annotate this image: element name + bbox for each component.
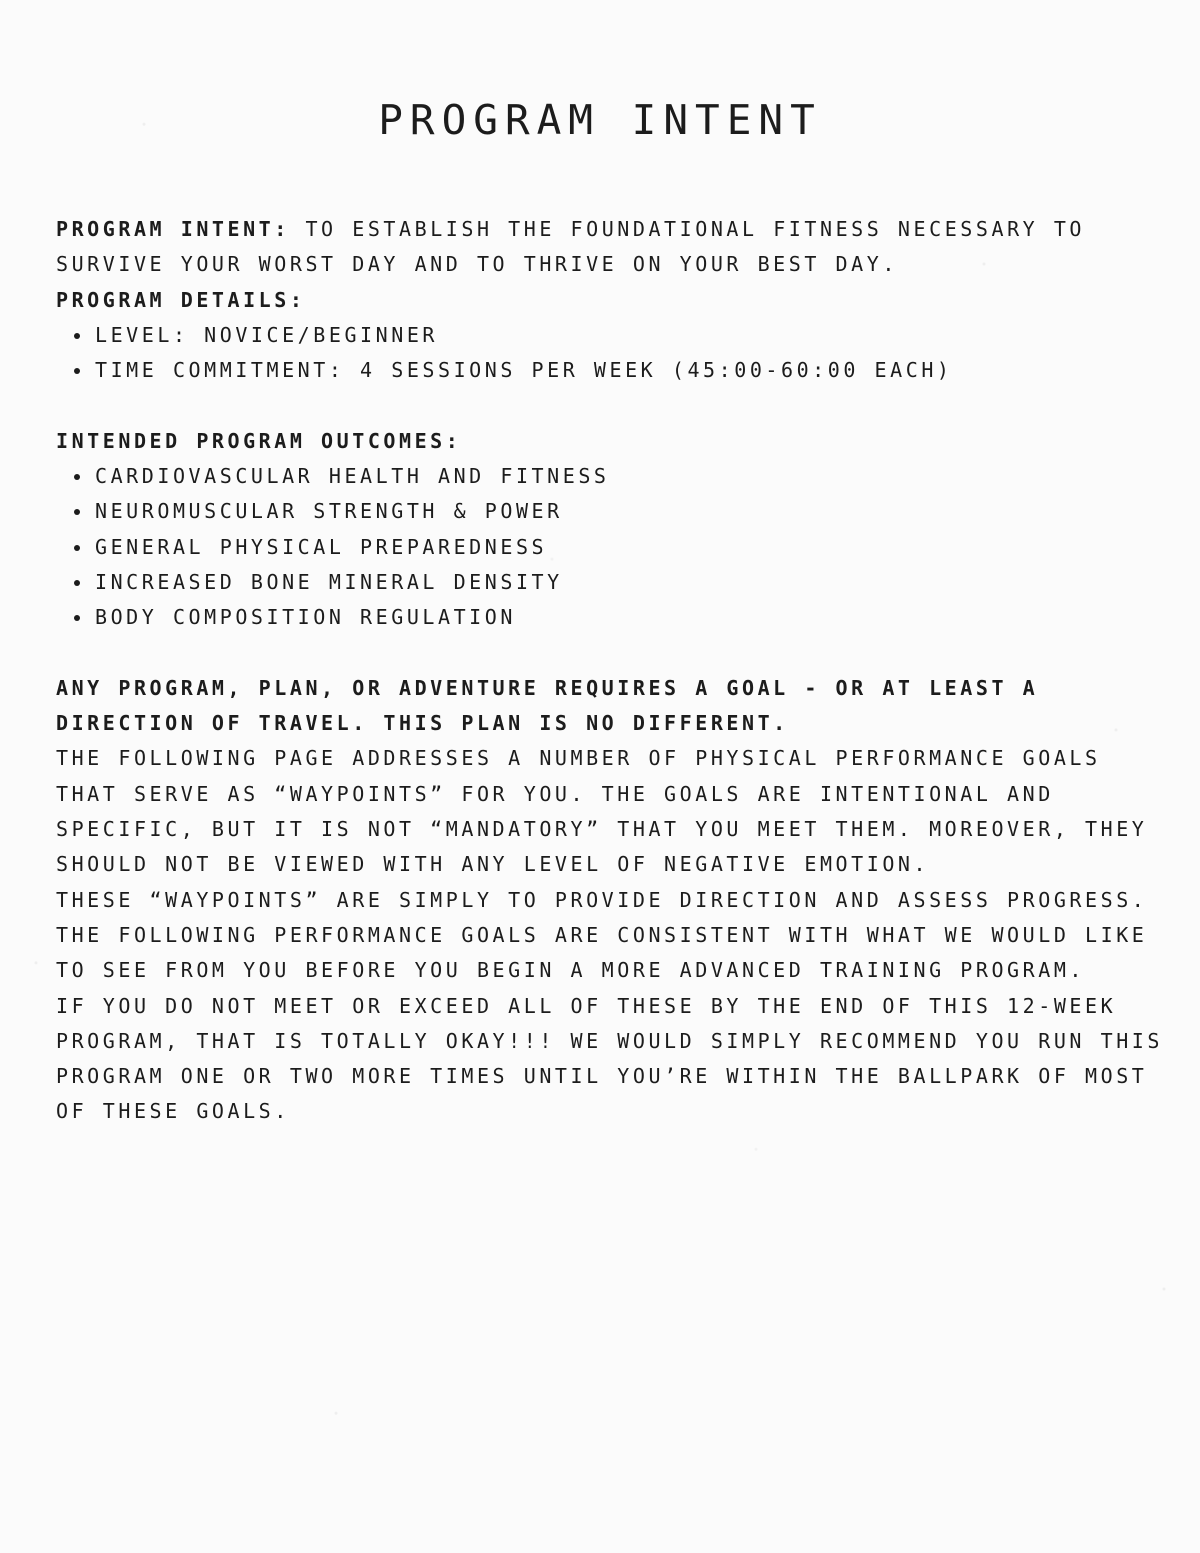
list-item-text: LEVEL: NOVICE/BEGINNER: [95, 322, 439, 347]
bullet-icon: [74, 580, 80, 586]
bullet-icon: [74, 474, 80, 480]
program-details-list: [56, 318, 1166, 389]
document-body: [56, 212, 1166, 1130]
program-outcomes-list: [56, 459, 1166, 635]
program-outcomes-heading: INTENDED PROGRAM OUTCOMES:: [56, 428, 462, 453]
list-item-text: INCREASED BONE MINERAL DENSITY: [95, 569, 563, 594]
list-item: [72, 600, 1166, 635]
program-intent-paragraph: [56, 212, 1166, 283]
list-item-text: CARDIOVASCULAR HEALTH AND FITNESS: [95, 464, 610, 489]
list-item: [72, 353, 1166, 388]
list-item: [72, 494, 1166, 529]
list-item-text: NEUROMUSCULAR STRENGTH & POWER: [95, 499, 563, 524]
list-item: [72, 318, 1166, 353]
list-item-text: TIME COMMITMENT: 4 SESSIONS PER WEEK (45:00-60:00 EACH): [95, 358, 953, 383]
program-outcomes-section: [56, 424, 1166, 636]
bullet-icon: [74, 333, 80, 339]
list-item: [72, 530, 1166, 565]
body-paragraph: IF YOU DO NOT MEET OR EXCEED ALL OF THESE BY THE END OF THIS 12-WEEK PROGRAM, THAT IS TOTALLY OKAY!!! WE WOULD SIMPLY RECOMMEND YOU RUN THIS PROGRAM ONE OR TWO MORE TIMES UNTIL YOU’RE WITHIN THE BALLPARK OF MOST OF THESE GOALS.: [56, 993, 1163, 1124]
bullet-icon: [74, 545, 80, 551]
body-paragraph: THE FOLLOWING PERFORMANCE GOALS ARE CONSISTENT WITH WHAT WE WOULD LIKE TO SEE FROM YOU BEFORE YOU BEGIN A MORE ADVANCED TRAINING PROGRAM.: [56, 922, 1148, 983]
program-details-section: [56, 283, 1166, 389]
bullet-icon: [74, 368, 80, 374]
bullet-icon: [74, 509, 80, 515]
list-item: [72, 459, 1166, 494]
body-paragraph: THE FOLLOWING PAGE ADDRESSES A NUMBER OF PHYSICAL PERFORMANCE GOALS THAT SERVE AS “WAYPOINTS” FOR YOU. THE GOALS ARE INTENTIONAL AND SPECIFIC, BUT IT IS NOT “MANDATORY” THAT YOU MEET THEM. MOREOVER, THEY SHOULD NOT BE VIEWED WITH ANY LEVEL OF NEGATIVE EMOTION.: [56, 746, 1148, 877]
list-item: [72, 565, 1166, 600]
page-title: PROGRAM INTENT: [378, 96, 822, 144]
body-paragraph: THESE “WAYPOINTS” ARE SIMPLY TO PROVIDE DIRECTION AND ASSESS PROGRESS.: [56, 887, 1148, 912]
program-intent-label: PROGRAM INTENT:: [56, 217, 290, 241]
program-details-heading: PROGRAM DETAILS:: [56, 287, 306, 312]
program-intent-text: TO ESTABLISH THE FOUNDATIONAL FITNESS NECESSARY TO SURVIVE YOUR WORST DAY AND TO THRIVE ON YOUR BEST DAY.: [56, 217, 1086, 277]
list-item-text: GENERAL PHYSICAL PREPAREDNESS: [95, 534, 548, 559]
list-item-text: BODY COMPOSITION REGULATION: [95, 605, 516, 630]
goal-statement: ANY PROGRAM, PLAN, OR ADVENTURE REQUIRES A GOAL - OR AT LEAST A DIRECTION OF TRAVEL. THIS PLAN IS NO DIFFERENT.: [56, 675, 1039, 736]
bullet-icon: [74, 615, 80, 621]
